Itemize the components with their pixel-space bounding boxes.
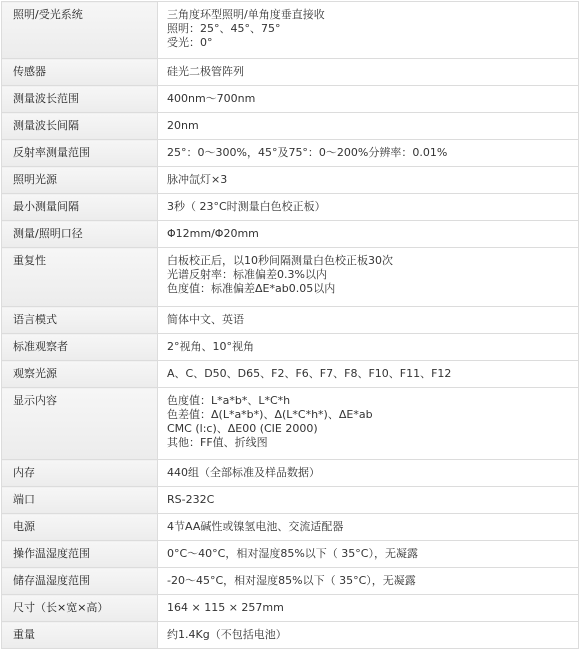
spec-value bbox=[158, 334, 579, 361]
spec-value-line: 3秒（ 23°C时测量白色校正板） bbox=[167, 200, 326, 213]
spec-value-line: 照明：25°、45°、75° bbox=[167, 22, 281, 35]
spec-value bbox=[158, 568, 579, 595]
spec-value-line: 脉冲氙灯×3 bbox=[167, 173, 228, 186]
spec-row bbox=[2, 59, 579, 86]
spec-value-line: 164 × 115 × 257mm bbox=[167, 601, 284, 614]
spec-value bbox=[158, 541, 579, 568]
spec-label: 储存温湿度范围 bbox=[2, 568, 158, 595]
spec-label: 操作温湿度范围 bbox=[2, 541, 158, 568]
spec-value bbox=[158, 86, 579, 113]
spec-row bbox=[2, 86, 579, 113]
spec-value-line: 色差值：Δ(L*a*b*)、Δ(L*C*h*)、ΔE*ab bbox=[167, 408, 373, 421]
spec-label: 标准观察者 bbox=[2, 334, 158, 361]
spec-value-line: 25°：0～300%，45°及75°：0～200%分辨率：0.01% bbox=[167, 146, 448, 159]
spec-row bbox=[2, 113, 579, 140]
spec-label: 重量 bbox=[2, 622, 158, 649]
spec-label: 重复性 bbox=[2, 248, 158, 307]
spec-value bbox=[158, 140, 579, 167]
spec-row bbox=[2, 568, 579, 595]
spec-row bbox=[2, 361, 579, 388]
spec-value-line: 受光：0° bbox=[167, 36, 213, 49]
spec-value bbox=[158, 59, 579, 86]
spec-row bbox=[2, 307, 579, 334]
spec-label: 内存 bbox=[2, 460, 158, 487]
spec-label: 显示内容 bbox=[2, 388, 158, 460]
spec-label: 测量波长范围 bbox=[2, 86, 158, 113]
spec-label: 最小测量间隔 bbox=[2, 194, 158, 221]
spec-row bbox=[2, 194, 579, 221]
spec-value-line: RS-232C bbox=[167, 493, 215, 506]
spec-value bbox=[158, 622, 579, 649]
spec-value bbox=[158, 307, 579, 334]
spec-table-body bbox=[2, 2, 579, 649]
spec-value-line: CMC (l:c)、ΔE00 (CIE 2000) bbox=[167, 422, 318, 435]
spec-value-line: 简体中文、英语 bbox=[167, 313, 244, 326]
spec-row bbox=[2, 595, 579, 622]
spec-value bbox=[158, 460, 579, 487]
spec-row bbox=[2, 388, 579, 460]
spec-value bbox=[158, 221, 579, 248]
spec-value-line: Φ12mm/Φ20mm bbox=[167, 227, 259, 240]
spec-label: 观察光源 bbox=[2, 361, 158, 388]
spec-label: 照明/受光系统 bbox=[2, 2, 158, 59]
spec-value-line: 色度值：L*a*b*、L*C*h bbox=[167, 394, 291, 407]
spec-label: 端口 bbox=[2, 487, 158, 514]
spec-value bbox=[158, 167, 579, 194]
spec-value bbox=[158, 514, 579, 541]
spec-value-line: -20～45°C，相对湿度85%以下（ 35°C），无凝露 bbox=[167, 574, 416, 587]
spec-value bbox=[158, 595, 579, 622]
spec-value-line: 其他：FF值、折线图 bbox=[167, 436, 268, 449]
spec-value-line: 0°C～40°C，相对湿度85%以下（ 35°C），无凝露 bbox=[167, 547, 418, 560]
spec-value-line: 硅光二极管阵列 bbox=[167, 65, 244, 78]
spec-label: 尺寸（长×宽×高） bbox=[2, 595, 158, 622]
spec-label: 电源 bbox=[2, 514, 158, 541]
spec-value bbox=[158, 361, 579, 388]
spec-value-line: 2°视角、10°视角 bbox=[167, 340, 254, 353]
spec-value-line: 白板校正后，以10秒间隔测量白色校正板30次 bbox=[167, 254, 393, 267]
spec-value bbox=[158, 388, 579, 460]
spec-row bbox=[2, 248, 579, 307]
spec-value-line: 三角度环型照明/单角度垂直接收 bbox=[167, 8, 325, 21]
spec-table bbox=[1, 1, 579, 649]
spec-value-line: 440组（全部标准及样品数据） bbox=[167, 466, 320, 479]
spec-row bbox=[2, 622, 579, 649]
spec-row bbox=[2, 167, 579, 194]
spec-value-line: A、C、D50、D65、F2、F6、F7、F8、F10、F11、F12 bbox=[167, 367, 452, 380]
spec-value-line: 光谱反射率：标准偏差0.3%以内 bbox=[167, 268, 327, 281]
spec-row bbox=[2, 514, 579, 541]
spec-row bbox=[2, 541, 579, 568]
spec-value bbox=[158, 248, 579, 307]
spec-value bbox=[158, 2, 579, 59]
spec-value-line: 4节AA碱性或镍氢电池、交流适配器 bbox=[167, 520, 344, 533]
spec-value-line: 约1.4Kg（不包括电池） bbox=[167, 628, 287, 641]
spec-row bbox=[2, 334, 579, 361]
spec-value bbox=[158, 487, 579, 514]
spec-label: 照明光源 bbox=[2, 167, 158, 194]
spec-row bbox=[2, 2, 579, 59]
spec-label: 测量/照明口径 bbox=[2, 221, 158, 248]
spec-row bbox=[2, 221, 579, 248]
spec-label: 语言模式 bbox=[2, 307, 158, 334]
spec-value-line: 400nm～700nm bbox=[167, 92, 256, 105]
spec-row bbox=[2, 487, 579, 514]
spec-value bbox=[158, 113, 579, 140]
spec-row bbox=[2, 140, 579, 167]
spec-value-line: 20nm bbox=[167, 119, 199, 132]
spec-row bbox=[2, 460, 579, 487]
spec-label: 测量波长间隔 bbox=[2, 113, 158, 140]
spec-value bbox=[158, 194, 579, 221]
spec-label: 传感器 bbox=[2, 59, 158, 86]
spec-value-line: 色度值：标准偏差ΔE*ab0.05以内 bbox=[167, 282, 336, 295]
spec-label: 反射率测量范围 bbox=[2, 140, 158, 167]
